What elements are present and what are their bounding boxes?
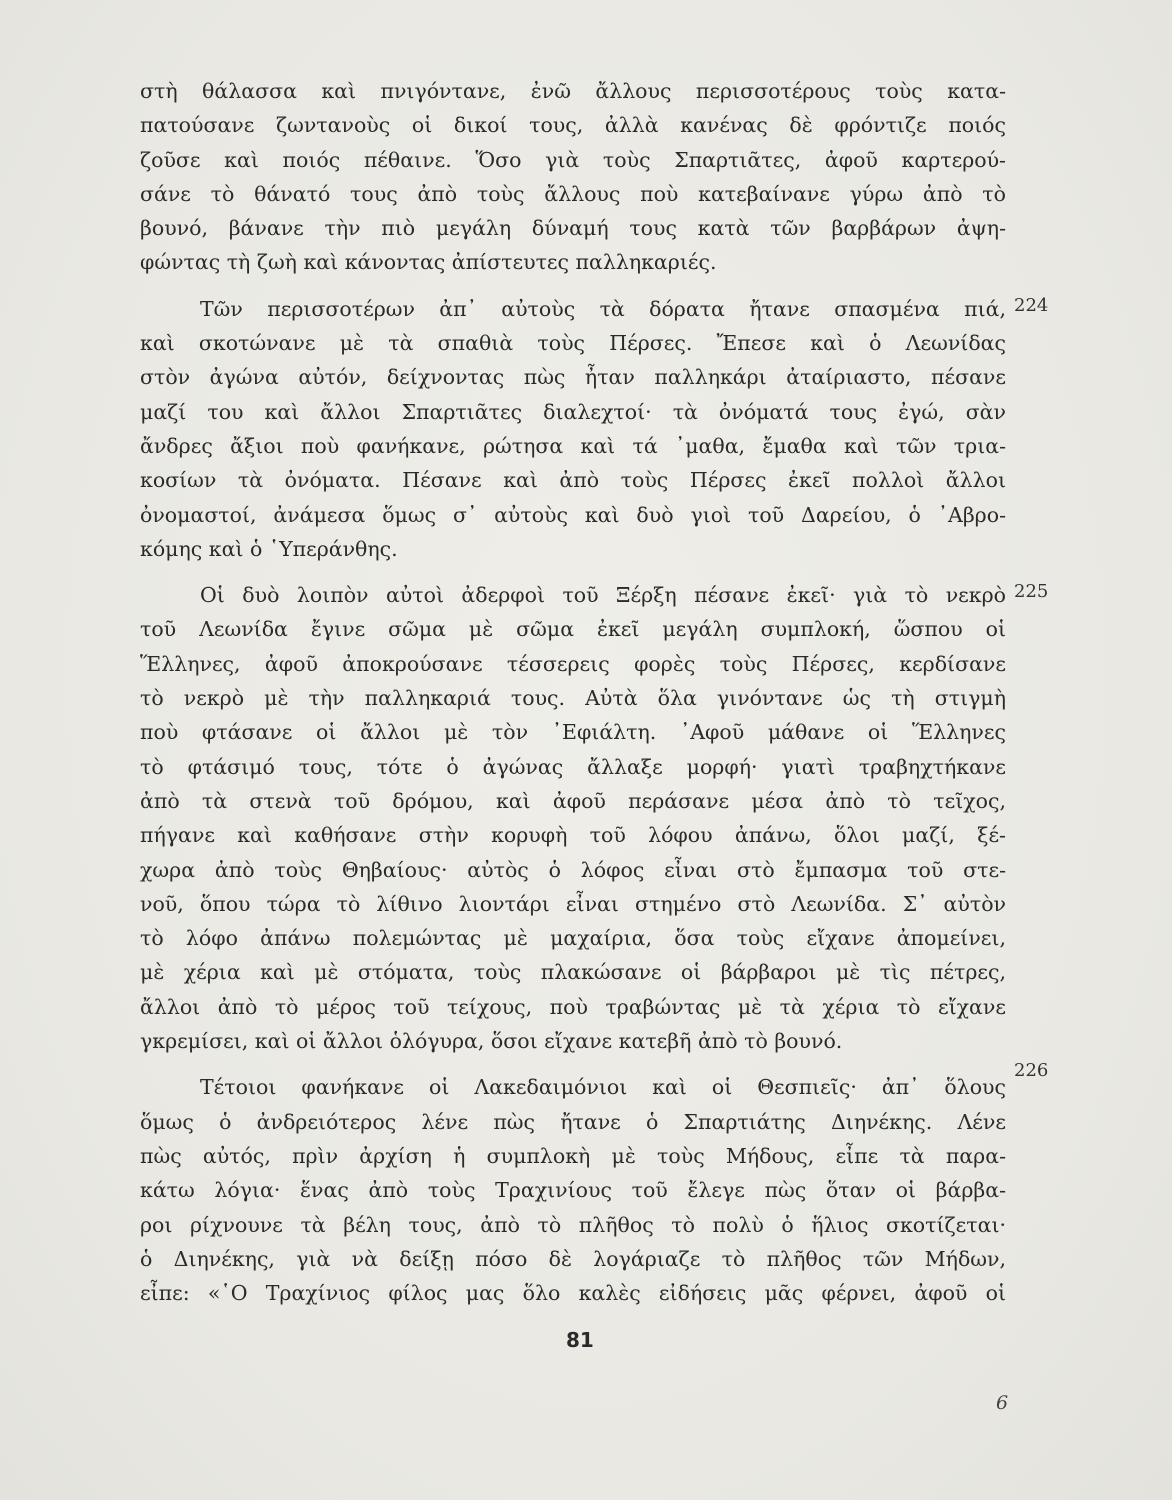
text-line: στὴ θάλασσα καὶ πνιγόντανε, ἐνῶ ἄλλους περισσοτέρους τοὺς κατα-	[140, 79, 1006, 103]
text-line: καὶ σκοτώνανε μὲ τὰ σπαθιὰ τοὺς Πέρσες. Ἔπεσε καὶ ὁ Λεωνίδας	[140, 331, 1006, 356]
text-line: ὀνομαστοί, ἀνάμεσα ὅμως σ᾽ αὐτοὺς καὶ δυὸ γιοὶ τοῦ Δαρείου, ὁ ᾽Αβρο-	[140, 502, 1006, 527]
text-line: ὅμως ὁ ἀνδρειότερος λένε πὼς ἤτανε ὁ Σπαρτιάτης Διηνέκης. Λένε	[140, 1109, 1006, 1134]
text-line: ὁ Διηνέκης, γιὰ νὰ δείξῃ πόσο δὲ λογάριαζε τὸ πλῆθος τῶν Μήδων,	[140, 1246, 1006, 1271]
text-line: ροι ρίχνουνε τὰ βέλη τους, ἀπὸ τὸ πλῆθος τὸ πολὺ ὁ ἥλιος σκοτίζεται·	[140, 1212, 1006, 1237]
text-line: ἀπὸ τὰ στενὰ τοῦ δρόμου, καὶ ἀφοῦ περάσανε μέσα ἀπὸ τὸ τεῖχος,	[140, 788, 1006, 813]
text-line: κόμης καὶ ὁ ῾Υπεράνθης.	[140, 536, 398, 561]
text-line: ἄνδρες ἄξιοι ποὺ φανήκανε, ρώτησα καὶ τά ᾽μαθα, ἔμαθα καὶ τῶν τρια-	[140, 433, 1006, 458]
text-line: χωρα ἀπὸ τοὺς Θηβαίους· αὐτὸς ὁ λόφος εἶναι στὸ ἔμπασμα τοῦ στε-	[140, 857, 1006, 882]
text-line: φώντας τὴ ζωὴ καὶ κάνοντας ἀπίστευτες παλληκαριές.	[140, 250, 717, 275]
text-line: Οἱ δυὸ λοιπὸν αὐτοὶ ἀδερφοὶ τοῦ Ξέρξη πέσανε ἐκεῖ· γιὰ τὸ νεκρὸ	[200, 583, 1006, 608]
text-line: εἶπε: «῾Ο Τραχίνιος φίλος μας ὅλο καλὲς εἰδήσεις μᾶς φέρνει, ἀφοῦ οἱ	[140, 1281, 1006, 1306]
paragraph-3	[140, 578, 1006, 1058]
text-line: ποὺ φτάσανε οἱ ἄλλοι μὲ τὸν ᾽Εφιάλτη. ᾽Αφοῦ μάθανε οἱ Ἕλληνες	[140, 720, 1006, 745]
text-line: πήγανε καὶ καθήσανε στὴν κορυφὴ τοῦ λόφου ἀπάνω, ὅλοι μαζί, ξέ-	[140, 823, 1006, 848]
text-line: πὼς αὐτός, πρὶν ἀρχίση ἡ συμπλοκὴ μὲ τοὺς Μήδους, εἶπε τὰ παρα-	[140, 1143, 1006, 1168]
paragraph-2	[140, 292, 1006, 566]
text-line: ἄλλοι ἀπὸ τὸ μέρος τοῦ τείχους, ποὺ τραβώντας μὲ τὰ χέρια τὸ εἴχανε	[140, 994, 1006, 1019]
text-line: τὸ νεκρὸ μὲ τὴν παλληκαριά τους. Αὐτὰ ὅλα γινόντανε ὡς τὴ στιγμὴ	[140, 686, 1006, 711]
text-line: Ἕλληνες, ἀφοῦ ἀποκρούσανε τέσσερεις φορὲς τοὺς Πέρσες, κερδίσανε	[140, 651, 1006, 676]
text-line: τὸ λόφο ἀπάνω πολεμώντας μὲ μαχαίρια, ὅσα τοὺς εἴχανε ἀπομείνει,	[140, 926, 1006, 951]
text-line: Τέτοιοι φανήκανε οἱ Λακεδαιμόνιοι καὶ οἱ Θεσπιεῖς· ἀπ᾽ ὅλους	[200, 1075, 1006, 1100]
text-line: στὸν ἀγώνα αὐτόν, δείχνοντας πὼς ἦταν παλληκάρι ἀταίριαστο, πέσανε	[140, 365, 1006, 390]
margin-section-number: 226	[1014, 1060, 1049, 1081]
text-line: κοσίων τὰ ὀνόματα. Πέσανε καὶ ἀπὸ τοὺς Πέρσες ἐκεῖ πολλοὶ ἄλλοι	[140, 468, 1006, 493]
text-line: κάτω λόγια· ἕνας ἀπὸ τοὺς Τραχινίους τοῦ ἔλεγε πὼς ὅταν οἱ βάρβα-	[140, 1178, 1006, 1203]
page-number: 81	[566, 1328, 594, 1352]
text-line: πατούσανε ζωντανοὺς οἱ δικοί τους, ἀλλὰ κανένας δὲ φρόντιζε ποιός	[140, 113, 1006, 138]
paragraph-4	[140, 1070, 1006, 1310]
text-line: νοῦ, ὅπου τώρα τὸ λίθινο λιοντάρι εἶναι στημένο στὸ Λεωνίδα. Σ᾽ αὐτὸν	[140, 891, 1006, 916]
body-text	[140, 74, 1006, 1310]
paragraph-1	[140, 74, 1006, 280]
text-line: μὲ χέρια καὶ μὲ στόματα, τοὺς πλακώσανε οἱ βάρβαροι μὲ τὶς πέτρες,	[140, 960, 1006, 985]
margin-section-number: 225	[1014, 581, 1049, 602]
text-line: τοῦ Λεωνίδα ἔγινε σῶμα μὲ σῶμα ἐκεῖ μεγάλη συμπλοκή, ὥσπου οἱ	[140, 617, 1006, 642]
text-line: σάνε τὸ θάνατό τους ἀπὸ τοὺς ἄλλους ποὺ κατεβαίνανε γύρω ἀπὸ τὸ	[140, 181, 1006, 206]
text-line: μαζί του καὶ ἄλλοι Σπαρτιᾶτες διαλεχτοί· τὰ ὀνόματά τους ἐγώ, σὰν	[140, 399, 1006, 424]
margin-section-number: 224	[1014, 295, 1049, 316]
text-line: ζοῦσε καὶ ποιός πέθαινε. Ὅσο γιὰ τοὺς Σπαρτιᾶτες, ἀφοῦ καρτερού-	[140, 147, 1006, 172]
signature-mark: 6	[996, 1392, 1009, 1414]
text-line: Τῶν περισσοτέρων ἀπ᾽ αὐτοὺς τὰ δόρατα ἤτανε σπασμένα πιά,	[200, 296, 1006, 321]
text-line: τὸ φτάσιμό τους, τότε ὁ ἀγώνας ἄλλαξε μορφή· γιατὶ τραβηχτήκανε	[140, 754, 1006, 779]
text-line: βουνό, βάνανε τὴν πιὸ μεγάλη δύναμή τους κατὰ τῶν βαρβάρων ἀψη-	[140, 216, 1006, 241]
text-line: γκρεμίσει, καὶ οἱ ἄλλοι ὁλόγυρα, ὅσοι εἴχανε κατεβῆ ἀπὸ τὸ βουνό.	[140, 1029, 843, 1054]
